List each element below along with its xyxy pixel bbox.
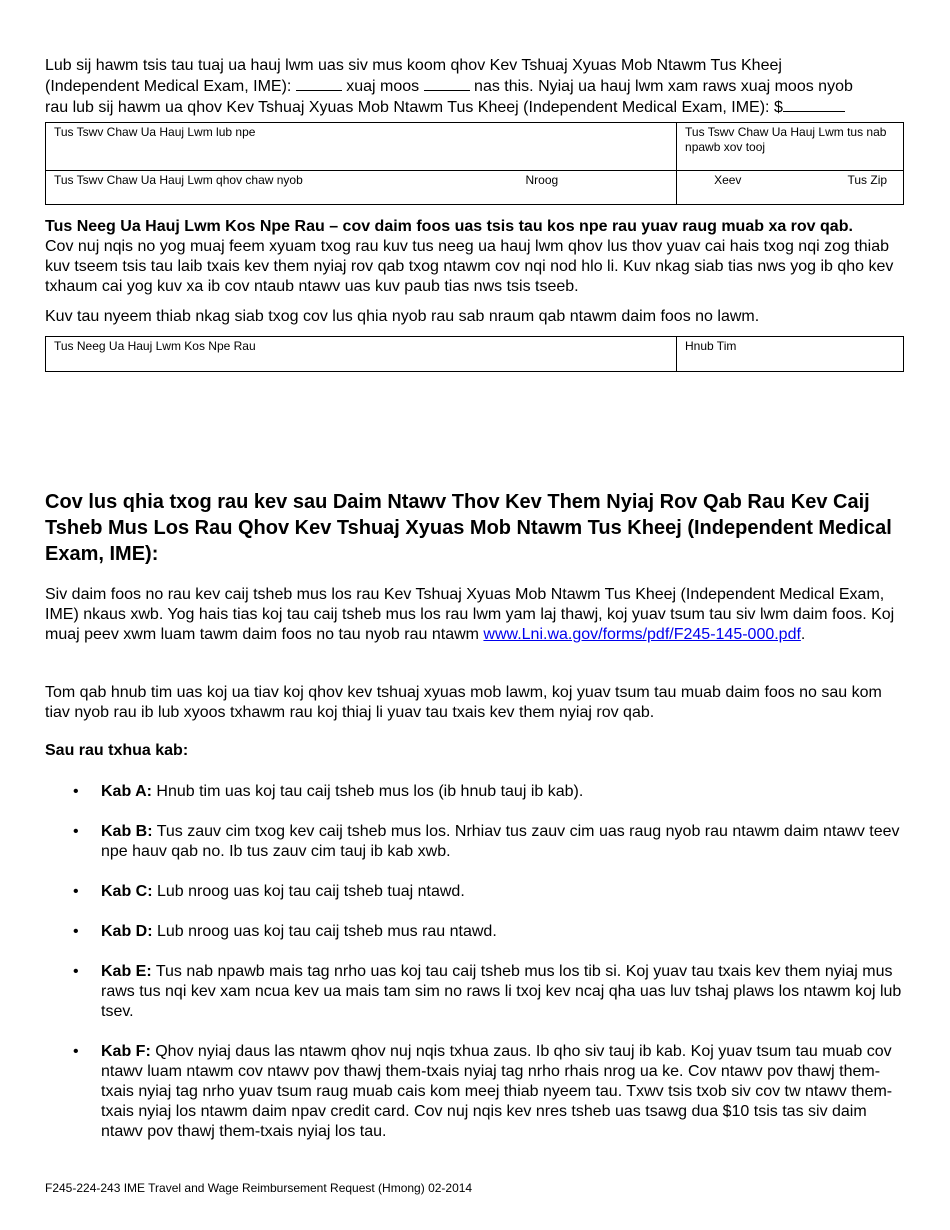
bullet-icon: • xyxy=(73,923,79,940)
form-download-link[interactable]: www.Lni.wa.gov/forms/pdf/F245-145-000.pdf xyxy=(483,626,801,643)
bullet-icon: • xyxy=(73,883,79,900)
employer-city-label: Nroog xyxy=(525,173,559,187)
employer-name-label: Tus Tswv Chaw Ua Hauj Lwm lub npe xyxy=(54,125,256,139)
employer-zip-label: Tus Zip xyxy=(847,173,888,187)
line-description: Lub nroog uas koj tau caij tsheb tuaj ntawd. xyxy=(152,883,465,900)
instructions-title: Cov lus qhia txog rau kev sau Daim Ntawv Thov Kev Them Nyiaj Rov Qab Rau Kev Caij Tsheb Mus Los Rau Qhov Kev Tshuaj Xyuas Mob Ntawm Tus Kheej (Independent Medical Exam, IME): xyxy=(45,491,892,565)
intro-minutes-label: nas this. Nyiaj ua hauj lwm xam raws xuaj moos nyob xyxy=(469,78,853,95)
bullet-icon: • xyxy=(73,783,79,800)
instructions-paragraph-1-text: Siv daim foos no rau kev caij tsheb mus los rau Kev Tshuaj Xyuas Mob Ntawm Tus Kheej (Independent Medical Exam, IME) nkaus xwb. Yog hais tias koj tau caij tsheb mus los rau lwm yam laj thawj, koj yuav tsum tau siv lwm daim foos. Koj muaj peev xwm luam tawm daim foos no tau nyob rau ntawm xyxy=(45,586,895,643)
line-label: Kab F: xyxy=(101,1043,151,1060)
employer-state-field[interactable] xyxy=(677,171,771,205)
worker-signature-heading: Tus Neeg Ua Hauj Lwm Kos Npe Rau – cov daim foos uas tsis tau kos npe rau yuav raug muab xa rov qab. xyxy=(45,218,853,235)
line-label: Kab D: xyxy=(101,923,153,940)
line-label: Kab B: xyxy=(101,823,153,840)
worker-signature-section xyxy=(45,217,905,297)
line-description: Hnub tim uas koj tau caij tsheb mus los (ib hnub tauj ib kab). xyxy=(151,783,584,800)
bullet-icon: • xyxy=(73,963,79,980)
ime-time-statement xyxy=(45,56,907,118)
worker-certification-text: Cov nuj nqis no yog muaj feem xyuam txog rau kuv tus neeg ua hauj lwm qhov lus thov yuav cai hais txog nqi zog thiab kuv tseem tsis tau laib txais kev them nyiaj rov qab txog ntawm cov nqi nod hlo li. Kuv nkag siab tias nws yog ib qho kev txhaum cai yog kuv xa ib cov ntaub ntawv uas kuv paub tias nws tsis tseeb. xyxy=(45,238,894,295)
line-instructions-list xyxy=(45,782,903,1162)
employer-info-table xyxy=(45,122,904,205)
line-label: Kab E: xyxy=(101,963,152,980)
line-label: Kab A: xyxy=(101,783,152,800)
line-label: Kab C: xyxy=(101,883,153,900)
employer-name-field[interactable] xyxy=(46,123,677,171)
worker-signature-field[interactable] xyxy=(46,337,677,372)
signature-date-label: Hnub Tim xyxy=(685,339,737,353)
instructions-paragraph-1 xyxy=(45,585,905,645)
intro-wage-label: rau lub sij hawm ua qhov Kev Tshuaj Xyuas Mob Ntawm Tus Kheej (Independent Medical Exam, IME): $ xyxy=(45,99,783,116)
intro-line-3 xyxy=(45,97,907,118)
worker-agreement-text: Kuv tau nyeem thiab nkag siab txog cov lus qhia nyob rau sab nraum qab ntawm daim foos no lawm. xyxy=(45,308,760,325)
line-description: Tus zauv cim txog kev caij tsheb mus los. Nrhiav tus zauv cim uas raug nyob rau ntawm daim ntawv teev npe hauv qab no. Ib tus zauv cim tauj ib kab xwb. xyxy=(101,823,900,860)
bullet-icon: • xyxy=(73,823,79,840)
employer-address-label: Tus Tswv Chaw Ua Hauj Lwm qhov chaw nyob xyxy=(54,173,303,187)
hours-blank-field[interactable] xyxy=(296,76,342,91)
list-item xyxy=(45,962,903,1022)
list-item xyxy=(45,922,903,942)
steps-heading: Sau rau txhua kab: xyxy=(45,742,189,759)
list-item xyxy=(45,882,903,902)
intro-line-1: Lub sij hawm tsis tau tuaj ua hauj lwm uas siv mus koom qhov Kev Tshuaj Xyuas Mob Ntawm Tus Kheej xyxy=(45,57,782,74)
form-footer: F245-224-243 IME Travel and Wage Reimbursement Request (Hmong) 02-2014 xyxy=(45,1181,473,1195)
worker-signature-label: Tus Neeg Ua Hauj Lwm Kos Npe Rau xyxy=(54,339,256,353)
line-description: Tus nab npawb mais tag nrho uas koj tau caij tsheb mus los tib si. Koj yuav tau txais kev them nyiaj mus raws tus nqi kev xam ncua kev ua mais tam sim no raws li txoj kev ncaj qha uas luv tshaj plaws los ntawm koj lub tsev. xyxy=(101,963,902,1020)
bullet-icon: • xyxy=(73,1043,79,1060)
instructions-paragraph-1-end: . xyxy=(800,626,806,643)
minutes-blank-field[interactable] xyxy=(424,76,470,91)
employer-phone-label: Tus Tswv Chaw Ua Hauj Lwm tus nab npawb xov tooj xyxy=(685,125,887,154)
intro-line-2-start: (Independent Medical Exam, IME): xyxy=(45,78,296,95)
employer-state-label: Xeev xyxy=(714,173,742,187)
wage-amount-field[interactable] xyxy=(783,97,845,112)
line-description: Qhov nyiaj daus las ntawm qhov nuj nqis txhua zaus. Ib qho siv tauj ib kab. Koj yuav tsum tau muab cov ntawv luam ntawm cov ntawv pov thawj them-txais nyiaj tag nrho rhais nrog ua ke. Cov ntawv pov thawj them-txais nyiaj tag nrho yuav tsum raug muab cais kom meej thiab nyeem tau. Txwv tsis txob siv cov tw ntawv them-txais nyiaj los ntawm daim npav credit card. Cov nuj nqis kev nres tsheb uas tsawg dua $10 tsis tas siv daim ntawv pov thawj them-txais nyiaj los tau. xyxy=(101,1043,893,1140)
list-item xyxy=(45,1042,903,1142)
employer-phone-field[interactable] xyxy=(677,123,904,171)
list-item xyxy=(45,782,903,802)
list-item xyxy=(45,822,903,862)
employer-zip-field[interactable] xyxy=(771,171,904,205)
intro-hours-label: xuaj moos xyxy=(341,78,424,95)
intro-line-2 xyxy=(45,76,907,97)
employer-address-field[interactable] xyxy=(46,171,526,205)
signature-table xyxy=(45,336,904,372)
instructions-paragraph-2: Tom qab hnub tim uas koj ua tiav koj qhov kev tshuaj xyuas mob lawm, koj yuav tsum tau muab daim foos no sau kom tiav nyob rau ib lub xyoos txhawm rau koj thiaj li yuav tau txais kev them nyiaj rov qab. xyxy=(45,684,882,721)
employer-city-field[interactable] xyxy=(526,171,677,205)
signature-date-field[interactable] xyxy=(677,337,904,372)
line-description: Lub nroog uas koj tau caij tsheb mus rau ntawd. xyxy=(152,923,497,940)
